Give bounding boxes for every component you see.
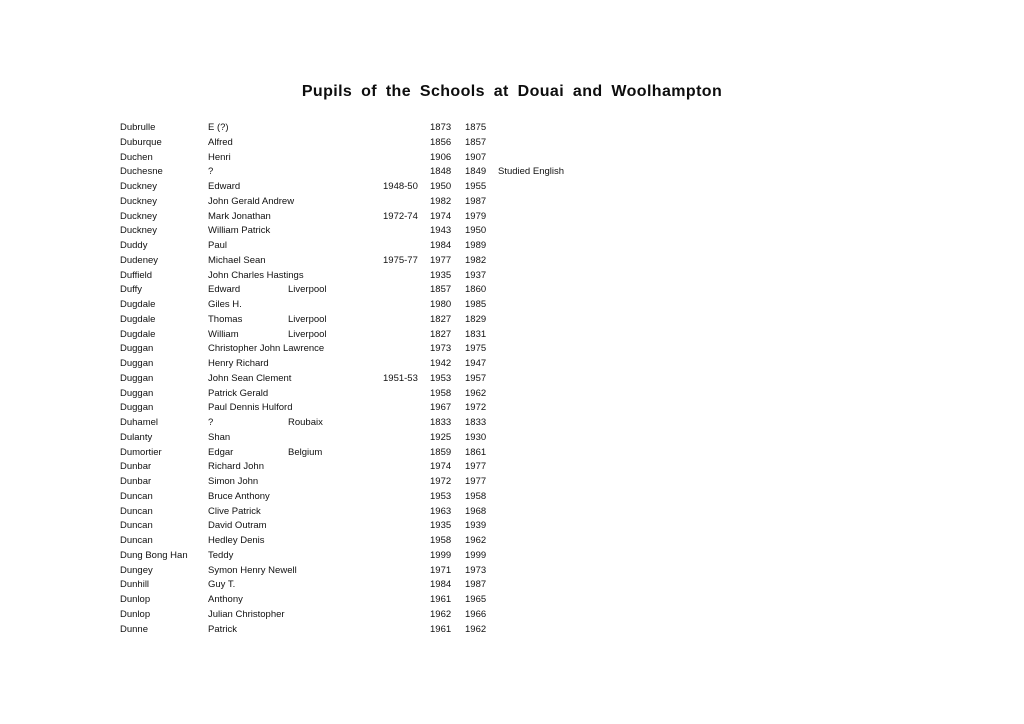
attendance-range-cell: 1975-77 [383, 254, 418, 266]
start-year-cell: 1974 [430, 210, 452, 222]
surname-cell: Duggan [120, 343, 154, 355]
surname-cell: Duckney [120, 181, 157, 192]
note-cell [498, 490, 980, 505]
end-year-cell: 1958 [465, 490, 487, 502]
table-row [120, 446, 980, 461]
table-row [120, 475, 980, 490]
table-row [120, 239, 980, 254]
forename-cell: Guy T. [208, 579, 236, 591]
table-row [120, 505, 980, 520]
table-row [120, 254, 980, 269]
end-year-cell: 1861 [465, 446, 487, 458]
note-cell [498, 475, 980, 490]
note-cell [498, 578, 980, 593]
start-year-cell: 1963 [430, 505, 452, 517]
place-cell [288, 608, 383, 623]
note-cell [498, 283, 980, 298]
attendance-range-cell [383, 136, 430, 151]
attendance-range-cell [383, 519, 430, 534]
surname-cell: Duncan [120, 535, 153, 546]
end-year-cell: 1955 [465, 181, 487, 192]
attendance-range-cell [383, 446, 430, 461]
end-year-cell: 1947 [465, 358, 487, 369]
place-cell [288, 372, 383, 387]
table-row [120, 195, 980, 210]
place-cell [288, 165, 383, 180]
attendance-range-cell [383, 313, 430, 328]
start-year-cell: 1958 [430, 535, 452, 546]
start-year-cell: 1827 [430, 313, 452, 325]
end-year-cell: 1937 [465, 269, 487, 281]
attendance-range-cell [383, 239, 430, 254]
start-year-cell: 1950 [430, 181, 452, 192]
table-row [120, 578, 980, 593]
note-cell [498, 239, 980, 254]
place-cell [288, 269, 383, 284]
forename-cell: William Patrick [208, 225, 271, 237]
forename-cell: ? [208, 166, 214, 178]
attendance-range-cell [383, 564, 430, 579]
end-year-cell: 1860 [465, 284, 487, 296]
table-row [120, 165, 980, 180]
attendance-range-cell: 1972-74 [383, 210, 418, 222]
note-cell [498, 534, 980, 549]
place-cell: Liverpool [288, 284, 327, 296]
note-cell [498, 357, 980, 372]
attendance-range-cell [383, 534, 430, 549]
surname-cell: Duchen [120, 151, 153, 163]
attendance-range-cell [383, 460, 430, 475]
forename-cell: Edward [208, 181, 241, 192]
place-cell [288, 534, 383, 549]
pupil-table [120, 121, 980, 637]
attendance-range-cell [383, 623, 430, 638]
forename-cell: Michael Sean [208, 254, 266, 266]
start-year-cell: 1848 [430, 166, 452, 178]
end-year-cell: 1833 [465, 417, 487, 428]
start-year-cell: 1953 [430, 490, 452, 502]
start-year-cell: 1859 [430, 446, 452, 458]
place-cell [288, 505, 383, 520]
table-row [120, 121, 980, 136]
surname-cell: Dugdale [120, 313, 156, 325]
start-year-cell: 1977 [430, 254, 452, 266]
surname-cell: Dulanty [120, 431, 153, 443]
note-cell [498, 269, 980, 284]
note-cell [498, 180, 980, 195]
end-year-cell: 1979 [465, 210, 487, 222]
forename-cell: Paul [208, 240, 228, 251]
attendance-range-cell [383, 578, 430, 593]
end-year-cell: 1857 [465, 136, 487, 148]
place-cell [288, 254, 383, 269]
note-cell [498, 298, 980, 313]
start-year-cell: 1856 [430, 136, 452, 148]
end-year-cell: 1973 [465, 564, 487, 576]
forename-cell: Shan [208, 431, 231, 443]
note-cell [498, 387, 980, 402]
note-cell [498, 519, 980, 534]
start-year-cell: 1857 [430, 284, 452, 296]
place-cell [288, 121, 383, 136]
surname-cell: Dung Bong Han [120, 549, 188, 561]
note-cell [498, 460, 980, 475]
place-cell [288, 460, 383, 475]
end-year-cell: 1831 [465, 328, 487, 340]
end-year-cell: 1982 [465, 254, 487, 266]
attendance-range-cell: 1951-53 [383, 372, 418, 384]
attendance-range-cell [383, 416, 430, 431]
attendance-range-cell [383, 608, 430, 623]
end-year-cell: 1962 [465, 535, 487, 546]
forename-cell: David Outram [208, 520, 267, 532]
table-row [120, 269, 980, 284]
end-year-cell: 1987 [465, 195, 487, 207]
start-year-cell: 1967 [430, 402, 452, 414]
start-year-cell: 1974 [430, 461, 452, 473]
forename-cell: Henry Richard [208, 358, 269, 369]
start-year-cell: 1953 [430, 372, 452, 384]
end-year-cell: 1930 [465, 431, 487, 443]
table-row [120, 490, 980, 505]
note-cell [498, 342, 980, 357]
start-year-cell: 1962 [430, 608, 452, 620]
start-year-cell: 1958 [430, 387, 452, 399]
place-cell [288, 578, 383, 593]
place-cell [288, 549, 383, 564]
note-cell [498, 564, 980, 579]
attendance-range-cell [383, 387, 430, 402]
note-cell [498, 505, 980, 520]
forename-cell: Teddy [208, 549, 234, 561]
place-cell [288, 623, 383, 638]
end-year-cell: 1965 [465, 594, 487, 605]
surname-cell: Dumortier [120, 446, 162, 458]
surname-cell: Dugdale [120, 299, 156, 310]
table-row [120, 431, 980, 446]
start-year-cell: 1833 [430, 417, 452, 428]
forename-cell: Paul Dennis Hulford [208, 402, 293, 414]
note-cell [498, 401, 980, 416]
surname-cell: Duffy [120, 284, 143, 296]
place-cell [288, 151, 383, 166]
surname-cell: Duncan [120, 490, 153, 502]
note-cell [498, 593, 980, 608]
place-cell [288, 431, 383, 446]
table-row [120, 136, 980, 151]
start-year-cell: 1972 [430, 476, 452, 487]
table-row [120, 210, 980, 225]
surname-cell: Duckney [120, 210, 157, 222]
attendance-range-cell [383, 151, 430, 166]
place-cell: Liverpool [288, 313, 327, 325]
forename-cell: Giles H. [208, 299, 242, 310]
note-cell [498, 151, 980, 166]
surname-cell: Dunlop [120, 608, 151, 620]
attendance-range-cell [383, 269, 430, 284]
forename-cell: Patrick Gerald [208, 387, 269, 399]
place-cell: Liverpool [288, 328, 327, 340]
end-year-cell: 1950 [465, 225, 487, 237]
attendance-range-cell [383, 342, 430, 357]
place-cell [288, 298, 383, 313]
table-row [120, 372, 980, 387]
end-year-cell: 1939 [465, 520, 487, 532]
note-cell [498, 623, 980, 638]
table-row [120, 534, 980, 549]
table-row [120, 564, 980, 579]
note-cell [498, 224, 980, 239]
note-cell [498, 416, 980, 431]
attendance-range-cell: 1948-50 [383, 181, 418, 192]
note-cell [498, 210, 980, 225]
end-year-cell: 1977 [465, 461, 487, 473]
table-row [120, 401, 980, 416]
table-row [120, 460, 980, 475]
place-cell [288, 210, 383, 225]
place-cell [288, 593, 383, 608]
attendance-range-cell [383, 328, 430, 343]
forename-cell: Patrick [208, 623, 238, 635]
start-year-cell: 1942 [430, 358, 452, 369]
end-year-cell: 1907 [465, 151, 487, 163]
attendance-range-cell [383, 165, 430, 180]
surname-cell: Duburque [120, 136, 162, 148]
table-row [120, 519, 980, 534]
end-year-cell: 1966 [465, 608, 487, 620]
forename-cell: Hedley Denis [208, 535, 265, 546]
forename-cell: Mark Jonathan [208, 210, 271, 222]
place-cell [288, 475, 383, 490]
note-cell [498, 121, 980, 136]
surname-cell: Dungey [120, 564, 153, 576]
start-year-cell: 1935 [430, 520, 452, 532]
end-year-cell: 1962 [465, 387, 487, 399]
attendance-range-cell [383, 195, 430, 210]
place-cell [288, 519, 383, 534]
attendance-range-cell [383, 490, 430, 505]
surname-cell: Dunhill [120, 579, 150, 591]
note-cell [498, 313, 980, 328]
end-year-cell: 1977 [465, 476, 487, 487]
place-cell [288, 136, 383, 151]
attendance-range-cell [383, 549, 430, 564]
table-row [120, 224, 980, 239]
end-year-cell: 1987 [465, 579, 487, 591]
table-row [120, 608, 980, 623]
table-row [120, 593, 980, 608]
page-title: Pupils of the Schools at Douai and Woolhampton [301, 83, 723, 100]
place-cell [288, 224, 383, 239]
end-year-cell: 1968 [465, 505, 487, 517]
surname-cell: Dugdale [120, 328, 156, 340]
end-year-cell: 1849 [465, 166, 487, 178]
note-cell [498, 549, 980, 564]
forename-cell: ? [208, 417, 214, 428]
forename-cell: Christopher John Lawrence [208, 343, 325, 355]
note-cell [498, 446, 980, 461]
forename-cell: Henri [208, 151, 231, 163]
surname-cell: Duggan [120, 372, 154, 384]
place-cell: Belgium [288, 446, 323, 458]
forename-cell: John Charles Hastings [208, 269, 304, 281]
forename-cell: John Gerald Andrew [208, 195, 295, 207]
start-year-cell: 1961 [430, 594, 452, 605]
note-cell [498, 254, 980, 269]
table-row [120, 357, 980, 372]
start-year-cell: 1925 [430, 431, 452, 443]
surname-cell: Duchesne [120, 166, 163, 178]
attendance-range-cell [383, 401, 430, 416]
place-cell [288, 342, 383, 357]
attendance-range-cell [383, 121, 430, 136]
start-year-cell: 1984 [430, 240, 452, 251]
end-year-cell: 1989 [465, 240, 487, 251]
end-year-cell: 1972 [465, 402, 487, 414]
start-year-cell: 1999 [430, 549, 452, 561]
attendance-range-cell [383, 298, 430, 313]
forename-cell: E (?) [208, 122, 229, 133]
place-cell [288, 490, 383, 505]
table-row [120, 387, 980, 402]
surname-cell: Duffield [120, 269, 153, 281]
table-row [120, 342, 980, 357]
note-cell: Studied English [498, 166, 565, 178]
surname-cell: Dudeney [120, 254, 159, 266]
attendance-range-cell [383, 224, 430, 239]
table-row [120, 313, 980, 328]
end-year-cell: 1829 [465, 313, 487, 325]
note-cell [498, 372, 980, 387]
surname-cell: Dunlop [120, 594, 151, 605]
place-cell [288, 239, 383, 254]
table-row [120, 298, 980, 313]
surname-cell: Dubrulle [120, 122, 156, 133]
place-cell [288, 180, 383, 195]
start-year-cell: 1943 [430, 225, 452, 237]
surname-cell: Duncan [120, 505, 153, 517]
table-row [120, 549, 980, 564]
note-cell [498, 431, 980, 446]
note-cell [498, 608, 980, 623]
start-year-cell: 1961 [430, 623, 452, 635]
start-year-cell: 1971 [430, 564, 452, 576]
place-cell [288, 195, 383, 210]
forename-cell: Clive Patrick [208, 505, 261, 517]
table-row [120, 151, 980, 166]
start-year-cell: 1906 [430, 151, 452, 163]
attendance-range-cell [383, 431, 430, 446]
surname-cell: Dunbar [120, 461, 152, 473]
forename-cell: Edward [208, 284, 241, 296]
forename-cell: Anthony [208, 594, 243, 605]
table-row [120, 623, 980, 638]
start-year-cell: 1973 [430, 343, 452, 355]
note-cell [498, 195, 980, 210]
attendance-range-cell [383, 593, 430, 608]
end-year-cell: 1985 [465, 299, 487, 310]
place-cell [288, 357, 383, 372]
forename-cell: William [208, 328, 239, 340]
forename-cell: Bruce Anthony [208, 490, 270, 502]
table-row [120, 180, 980, 195]
surname-cell: Duggan [120, 402, 154, 414]
start-year-cell: 1980 [430, 299, 452, 310]
start-year-cell: 1873 [430, 122, 452, 133]
forename-cell: Julian Christopher [208, 608, 285, 620]
end-year-cell: 1999 [465, 549, 487, 561]
place-cell [288, 564, 383, 579]
attendance-range-cell [383, 283, 430, 298]
forename-cell: Edgar [208, 446, 234, 458]
start-year-cell: 1935 [430, 269, 452, 281]
attendance-range-cell [383, 475, 430, 490]
table-row [120, 283, 980, 298]
attendance-range-cell [383, 357, 430, 372]
place-cell [288, 401, 383, 416]
forename-cell: Simon John [208, 476, 259, 487]
surname-cell: Duhamel [120, 417, 159, 428]
surname-cell: Duckney [120, 195, 157, 207]
forename-cell: Alfred [208, 136, 233, 148]
place-cell: Roubaix [288, 417, 323, 428]
end-year-cell: 1975 [465, 343, 487, 355]
start-year-cell: 1982 [430, 195, 452, 207]
start-year-cell: 1984 [430, 579, 452, 591]
surname-cell: Duggan [120, 387, 154, 399]
note-cell [498, 136, 980, 151]
surname-cell: Duckney [120, 225, 157, 237]
surname-cell: Dunbar [120, 476, 152, 487]
forename-cell: Richard John [208, 461, 264, 473]
surname-cell: Dunne [120, 623, 148, 635]
note-cell [498, 328, 980, 343]
table-row [120, 416, 980, 431]
surname-cell: Duggan [120, 358, 154, 369]
end-year-cell: 1957 [465, 372, 487, 384]
attendance-range-cell [383, 505, 430, 520]
forename-cell: Thomas [208, 313, 243, 325]
start-year-cell: 1827 [430, 328, 452, 340]
surname-cell: Duncan [120, 520, 153, 532]
surname-cell: Duddy [120, 240, 148, 251]
place-cell [288, 387, 383, 402]
end-year-cell: 1962 [465, 623, 487, 635]
table-row [120, 328, 980, 343]
forename-cell: John Sean Clement [208, 372, 292, 384]
forename-cell: Symon Henry Newell [208, 564, 297, 576]
end-year-cell: 1875 [465, 122, 487, 133]
